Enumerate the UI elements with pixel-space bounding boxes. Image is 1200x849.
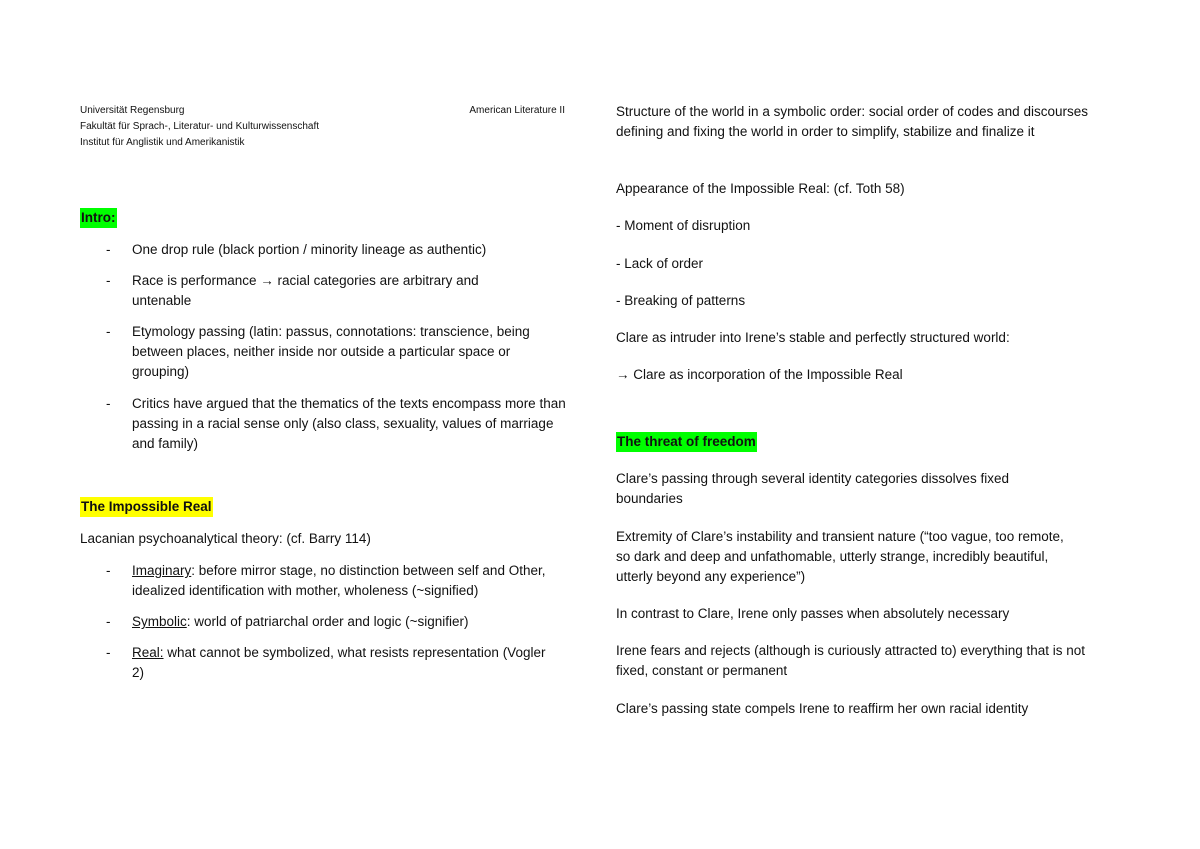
impossible-real-heading: The Impossible Real xyxy=(80,497,213,517)
lack-line: - Lack of order xyxy=(616,256,704,271)
contrast-paragraph: In contrast to Clare, Irene only passes when absolutely necessary xyxy=(616,606,1010,621)
course-name: American Literature II xyxy=(469,105,565,116)
intruder-paragraph: Clare as intruder into Irene’s stable and perfectly structured world: xyxy=(616,330,1010,345)
appearance-paragraph: Appearance of the Impossible Real: (cf. Toth 58) xyxy=(616,181,905,196)
fears-paragraph: Irene fears and rejects (although is curiously attracted to) everything that is not fixed, constant or permanent xyxy=(616,643,1085,678)
incorporation-paragraph: → Clare as incorporation of the Impossible Real xyxy=(616,367,903,382)
term-imaginary: Imaginary xyxy=(132,563,192,578)
bullet-dash: - xyxy=(106,242,111,257)
university-name: Universität Regensburg xyxy=(80,105,185,116)
extremity-paragraph: Extremity of Clare’s instability and transient nature (“too vague, too remote, so dark and deep and unfathomable, utterly strange, incredibly beautiful, utterly beyond any experience”) xyxy=(616,529,1064,584)
term-symbolic: Symbolic xyxy=(132,614,187,629)
bullet-dash: - xyxy=(106,273,111,288)
bullet-dash: - xyxy=(106,645,111,660)
bullet-dash: - xyxy=(106,324,111,339)
passing-paragraph: Clare’s passing through several identity categories dissolves fixed boundaries xyxy=(616,471,1009,506)
compels-paragraph: Clare’s passing state compels Irene to reaffirm her own racial identity xyxy=(616,701,1029,716)
structure-paragraph: Structure of the world in a symbolic order: social order of codes and discourses defining and fixing the world in order to simplify, stabilize and finalize it xyxy=(616,104,1088,139)
threat-heading: The threat of freedom xyxy=(616,432,757,452)
bullet-dash: - xyxy=(106,396,111,411)
lacan-intro-text: Lacanian psychoanalytical theory: (cf. Barry 114) xyxy=(80,531,371,546)
faculty-name: Fakultät für Sprach-, Literatur- und Kulturwissenschaft xyxy=(80,121,319,132)
breaking-line: - Breaking of patterns xyxy=(616,293,746,308)
document-header xyxy=(80,103,565,151)
institute-name: Institut für Anglistik und Amerikanistik xyxy=(80,137,245,148)
intro-heading: Intro: xyxy=(80,208,117,228)
term-real: Real: xyxy=(132,645,164,660)
bullet-dash: - xyxy=(106,563,111,578)
bullet-dash: - xyxy=(106,614,111,629)
disruption-line: - Moment of disruption xyxy=(616,218,751,233)
